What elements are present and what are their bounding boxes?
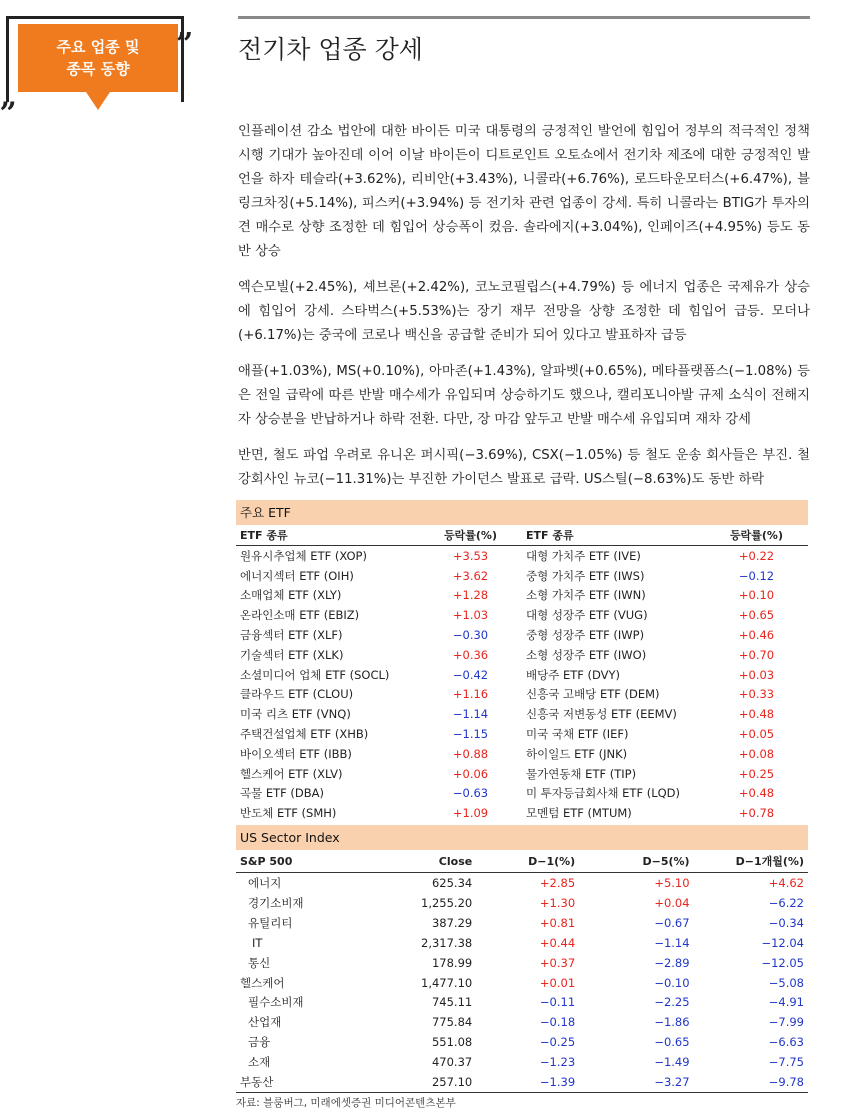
sector-change-cell: −0.65 xyxy=(654,1035,690,1050)
sector-row xyxy=(236,1012,808,1032)
sector-change-cell: −1.39 xyxy=(539,1075,576,1089)
sector-change-cell: −9.78 xyxy=(768,1075,804,1089)
sector-change-cell: +1.30 xyxy=(539,895,576,910)
sector-row xyxy=(236,873,808,893)
etf-change-cell: +1.09 xyxy=(452,806,489,821)
badge-line1: 주요 업종 및 xyxy=(56,38,140,56)
etf-row xyxy=(236,645,808,665)
sector-close-cell: 387.29 xyxy=(431,915,473,930)
sector-name-cell: 에너지 xyxy=(248,876,282,891)
etf-change-cell: −1.14 xyxy=(452,707,489,722)
etf-name-cell: 에너지섹터 ETF (OIH) xyxy=(240,568,354,583)
etf-change-cell: +0.03 xyxy=(738,667,775,682)
etf-row xyxy=(236,546,808,566)
paragraph: 반면, 철도 파업 우려로 유니온 퍼시픽(−3.69%), CSX(−1.05%) 등 철도 운송 회사들은 부진. 철강회사인 뉴코(−11.31%)는 부진한 가이던스 발표로 급락. US스틸(−8.63%)도 동반 하락 xyxy=(238,448,810,487)
sector-row xyxy=(236,993,808,1013)
sector-name-cell: 필수소비재 xyxy=(248,995,304,1010)
etf-change-cell: +0.78 xyxy=(738,806,775,821)
etf-name-cell: 신흥국 저변동성 ETF (EEMV) xyxy=(525,707,677,722)
etf-name-cell: 기술섹터 ETF (XLK) xyxy=(240,647,344,662)
sector-change-cell: −0.67 xyxy=(654,915,690,930)
sector-change-cell: +0.44 xyxy=(539,935,576,950)
etf-change-cell: +0.10 xyxy=(738,588,775,603)
sector-close-cell: 2,317.38 xyxy=(421,935,473,950)
etf-name-cell: 대형 성장주 ETF (VUG) xyxy=(525,608,648,623)
sector-close-cell: 1,477.10 xyxy=(421,975,473,990)
sector-change-cell: −2.25 xyxy=(654,995,690,1010)
etf-name-cell: 중형 성장주 ETF (IWP) xyxy=(525,628,645,643)
etf-header-type: ETF 종류 xyxy=(522,525,705,546)
sector-change-cell: +0.37 xyxy=(539,955,576,970)
sector-header-d1: D−1(%) xyxy=(476,850,579,873)
sector-name-cell: 소재 xyxy=(248,1055,271,1070)
sector-row xyxy=(236,1032,808,1052)
sector-close-cell: 625.34 xyxy=(431,876,473,891)
sector-name-cell: 통신 xyxy=(248,955,271,970)
etf-name-cell: 클라우드 ETF (CLOU) xyxy=(240,687,354,702)
etf-name-cell: 신흥국 고배당 ETF (DEM) xyxy=(525,687,660,702)
etf-row xyxy=(236,605,808,625)
etf-name-cell: 모멘텀 ETF (MTUM) xyxy=(525,806,632,821)
sector-row xyxy=(236,933,808,953)
etf-header-change: 등락률(%) xyxy=(419,525,522,546)
table-bottom-rule xyxy=(236,1092,808,1093)
sector-name-cell: 유틸리티 xyxy=(248,915,293,930)
sector-header-d5: D−5(%) xyxy=(579,850,693,873)
etf-change-cell: +0.22 xyxy=(738,548,775,563)
etf-header-change: 등락률(%) xyxy=(705,525,808,546)
etf-row xyxy=(236,803,808,823)
etf-name-cell: 하이일드 ETF (JNK) xyxy=(525,746,628,761)
sector-header-1m: D−1개월(%) xyxy=(694,850,808,873)
etf-name-cell: 미국 국채 ETF (IEF) xyxy=(525,727,629,742)
etf-change-cell: +0.05 xyxy=(738,727,775,742)
sector-row xyxy=(236,1052,808,1072)
etf-name-cell: 금융섹터 ETF (XLF) xyxy=(240,628,343,643)
sector-name-cell: 산업재 xyxy=(248,1015,282,1030)
sector-change-cell: −1.14 xyxy=(654,935,690,950)
sector-change-cell: −1.86 xyxy=(654,1015,690,1030)
etf-section-title: 주요 ETF xyxy=(236,500,808,525)
sector-header-row xyxy=(236,850,808,873)
etf-header-type: ETF 종류 xyxy=(236,525,419,546)
etf-change-cell: +0.25 xyxy=(738,766,775,781)
etf-name-cell: 원유시추업체 ETF (XOP) xyxy=(240,548,367,563)
sector-table xyxy=(236,850,808,1092)
sector-row xyxy=(236,1072,808,1092)
etf-change-cell: +0.70 xyxy=(738,647,775,662)
sector-change-cell: −0.10 xyxy=(654,975,690,990)
etf-header-row xyxy=(236,525,808,546)
etf-row xyxy=(236,665,808,685)
sector-close-cell: 470.37 xyxy=(431,1055,473,1070)
etf-change-cell: −0.63 xyxy=(452,786,489,801)
paragraph: 애플(+1.03%), MS(+0.10%), 아마존(+1.43%), 알파벳(+0.65%), 메타플랫폼스(−1.08%) 등은 전일 급락에 따른 반발 매수세가 유입되며 상승하기도 했으나, 캘리포니아발 규제 소식이 전해지자 상승분을 반납하거나 하락 전환. 다만, 장 마감 앞두고 반발 매수세 유입되며 재차 강세 xyxy=(238,364,810,427)
etf-change-cell: +3.53 xyxy=(452,548,489,563)
tables-section xyxy=(236,500,808,1110)
etf-name-cell: 중형 가치주 ETF (IWS) xyxy=(525,568,645,583)
etf-name-cell: 주택건설업체 ETF (XHB) xyxy=(240,727,369,742)
sector-name-cell: 부동산 xyxy=(240,1075,274,1089)
etf-name-cell: 미 투자등급회사채 ETF (LQD) xyxy=(525,786,681,801)
sector-change-cell: −6.63 xyxy=(768,1035,804,1050)
etf-name-cell: 소형 가치주 ETF (IWN) xyxy=(525,588,646,603)
sector-name-cell: 금융 xyxy=(248,1035,271,1050)
paragraph: 엑슨모빌(+2.45%), 셰브론(+2.42%), 코노코필립스(+4.79%) 등 에너지 업종은 국제유가 상승에 힘입어 강세. 스타벅스(+5.53%)는 장기 재무 전망을 상향 조정한 데 힘입어 급등. 모더나(+6.17%)는 중국에 코로나 백신을 공급할 준비가 되어 있다고 발표하자 급등 xyxy=(238,280,810,343)
sector-close-cell: 1,255.20 xyxy=(421,895,473,910)
sector-change-cell: −1.49 xyxy=(654,1055,690,1070)
sector-row xyxy=(236,893,808,913)
sector-change-cell: +0.81 xyxy=(539,915,576,930)
badge-tail xyxy=(86,92,110,110)
etf-change-cell: +0.48 xyxy=(738,786,775,801)
etf-name-cell: 물가연동채 ETF (TIP) xyxy=(525,766,637,781)
paragraph: 인플레이션 감소 법안에 대한 바이든 미국 대통령의 긍정적인 발언에 힘입어 정부의 적극적인 정책 시행 기대가 높아진데 이어 이날 바이든이 디트로인트 오토쇼에서 전기차 제조에 대한 긍정적인 발언을 하자 테슬라(+3.62%), 리비안(+3.43%), 니콜라(+6.76%), 로드타운모터스(+6.47%), 블링크차징(+5.14%), 피스커(+3.94%) 등 전기차 관련 업종이 강세. 특히 니콜라는 BTIG가 투자의견 매수로 상향 조정한 데 힘입어 상승폭이 컸음. 솔라에지(+3.04%), 인페이즈(+4.95%) 등도 동반 상승 xyxy=(238,124,810,259)
sector-close-cell: 775.84 xyxy=(431,1015,473,1030)
sector-change-cell: +2.85 xyxy=(539,876,576,891)
quote-close-icon: ” xyxy=(176,27,194,62)
sector-change-cell: −0.25 xyxy=(539,1035,576,1050)
sector-change-cell: −2.89 xyxy=(654,955,690,970)
sector-change-cell: −4.91 xyxy=(768,995,804,1010)
etf-name-cell: 헬스케어 ETF (XLV) xyxy=(240,766,343,781)
etf-row xyxy=(236,625,808,645)
etf-change-cell: +0.06 xyxy=(452,766,489,781)
sector-change-cell: +0.01 xyxy=(539,975,576,990)
etf-row xyxy=(236,685,808,705)
sector-change-cell: −0.11 xyxy=(539,995,576,1010)
etf-name-cell: 소매업체 ETF (XLY) xyxy=(240,588,342,603)
sector-change-cell: −7.75 xyxy=(768,1055,804,1070)
etf-table xyxy=(236,525,808,823)
etf-change-cell: −0.30 xyxy=(452,628,489,643)
etf-row xyxy=(236,784,808,804)
sector-name-cell: IT xyxy=(252,935,263,950)
etf-name-cell: 미국 리츠 ETF (VNQ) xyxy=(240,707,351,722)
sector-change-cell: +5.10 xyxy=(654,876,690,891)
sector-change-cell: −12.05 xyxy=(761,955,804,970)
etf-change-cell: +1.16 xyxy=(452,687,489,702)
etf-name-cell: 소형 성장주 ETF (IWO) xyxy=(525,647,647,662)
sector-change-cell: −3.27 xyxy=(654,1075,690,1089)
badge-line2: 종목 동향 xyxy=(66,60,130,78)
etf-row xyxy=(236,744,808,764)
sector-name-cell: 경기소비재 xyxy=(248,895,304,910)
headline-rule xyxy=(238,16,810,19)
sector-close-cell: 551.08 xyxy=(431,1035,473,1050)
sector-change-cell: −1.23 xyxy=(539,1055,576,1070)
etf-change-cell: +0.36 xyxy=(452,647,489,662)
etf-change-cell: −1.15 xyxy=(452,727,489,742)
etf-change-cell: +0.33 xyxy=(738,687,775,702)
etf-name-cell: 배당주 ETF (DVY) xyxy=(525,667,621,682)
etf-name-cell: 반도체 ETF (SMH) xyxy=(240,806,337,821)
sector-change-cell: −7.99 xyxy=(768,1015,804,1030)
etf-row xyxy=(236,566,808,586)
sector-header-index: S&P 500 xyxy=(236,850,373,873)
sector-change-cell: −12.04 xyxy=(761,935,804,950)
etf-row xyxy=(236,724,808,744)
sector-close-cell: 745.11 xyxy=(431,995,473,1010)
etf-row xyxy=(236,704,808,724)
badge-box xyxy=(18,24,178,92)
sector-change-cell: −5.08 xyxy=(768,975,804,990)
etf-name-cell: 온라인소매 ETF (EBIZ) xyxy=(240,608,360,623)
headline: 전기차 업종 강세 xyxy=(238,35,423,64)
etf-row xyxy=(236,764,808,784)
etf-name-cell: 바이오섹터 ETF (IBB) xyxy=(240,746,352,761)
etf-change-cell: +3.62 xyxy=(452,568,489,583)
etf-change-cell: −0.12 xyxy=(738,568,775,583)
etf-name-cell: 대형 가치주 ETF (IVE) xyxy=(525,548,641,563)
source-note: 자료: 블룸버그, 미래에셋증권 미디어콘텐츠본부 xyxy=(236,1096,456,1109)
etf-change-cell: +0.46 xyxy=(738,628,775,643)
sector-change-cell: −0.34 xyxy=(768,915,804,930)
etf-change-cell: +0.48 xyxy=(738,707,775,722)
sector-name-cell: 헬스케어 xyxy=(240,975,285,990)
quote-open-icon: „ xyxy=(0,79,18,114)
sector-change-cell: −0.18 xyxy=(539,1015,576,1030)
sector-section-title: US Sector Index xyxy=(236,825,808,850)
etf-name-cell: 곡물 ETF (DBA) xyxy=(240,786,325,801)
etf-change-cell: +0.88 xyxy=(452,746,489,761)
etf-change-cell: +0.65 xyxy=(738,608,775,623)
sector-row xyxy=(236,953,808,973)
sector-row xyxy=(236,913,808,933)
etf-name-cell: 소셜미디어 업체 ETF (SOCL) xyxy=(240,667,390,682)
etf-change-cell: +1.03 xyxy=(452,608,489,623)
sector-row xyxy=(236,973,808,993)
sector-close-cell: 178.99 xyxy=(431,955,473,970)
etf-change-cell: +0.08 xyxy=(738,746,775,761)
sector-close-cell: 257.10 xyxy=(431,1075,473,1089)
etf-row xyxy=(236,586,808,606)
etf-change-cell: +1.28 xyxy=(452,588,489,603)
etf-change-cell: −0.42 xyxy=(452,667,489,682)
sector-header-close: Close xyxy=(373,850,476,873)
sector-change-cell: +0.04 xyxy=(654,895,690,910)
section-badge xyxy=(0,16,194,116)
sector-change-cell: +4.62 xyxy=(768,876,804,891)
article-body xyxy=(238,120,810,504)
sector-change-cell: −6.22 xyxy=(768,895,804,910)
